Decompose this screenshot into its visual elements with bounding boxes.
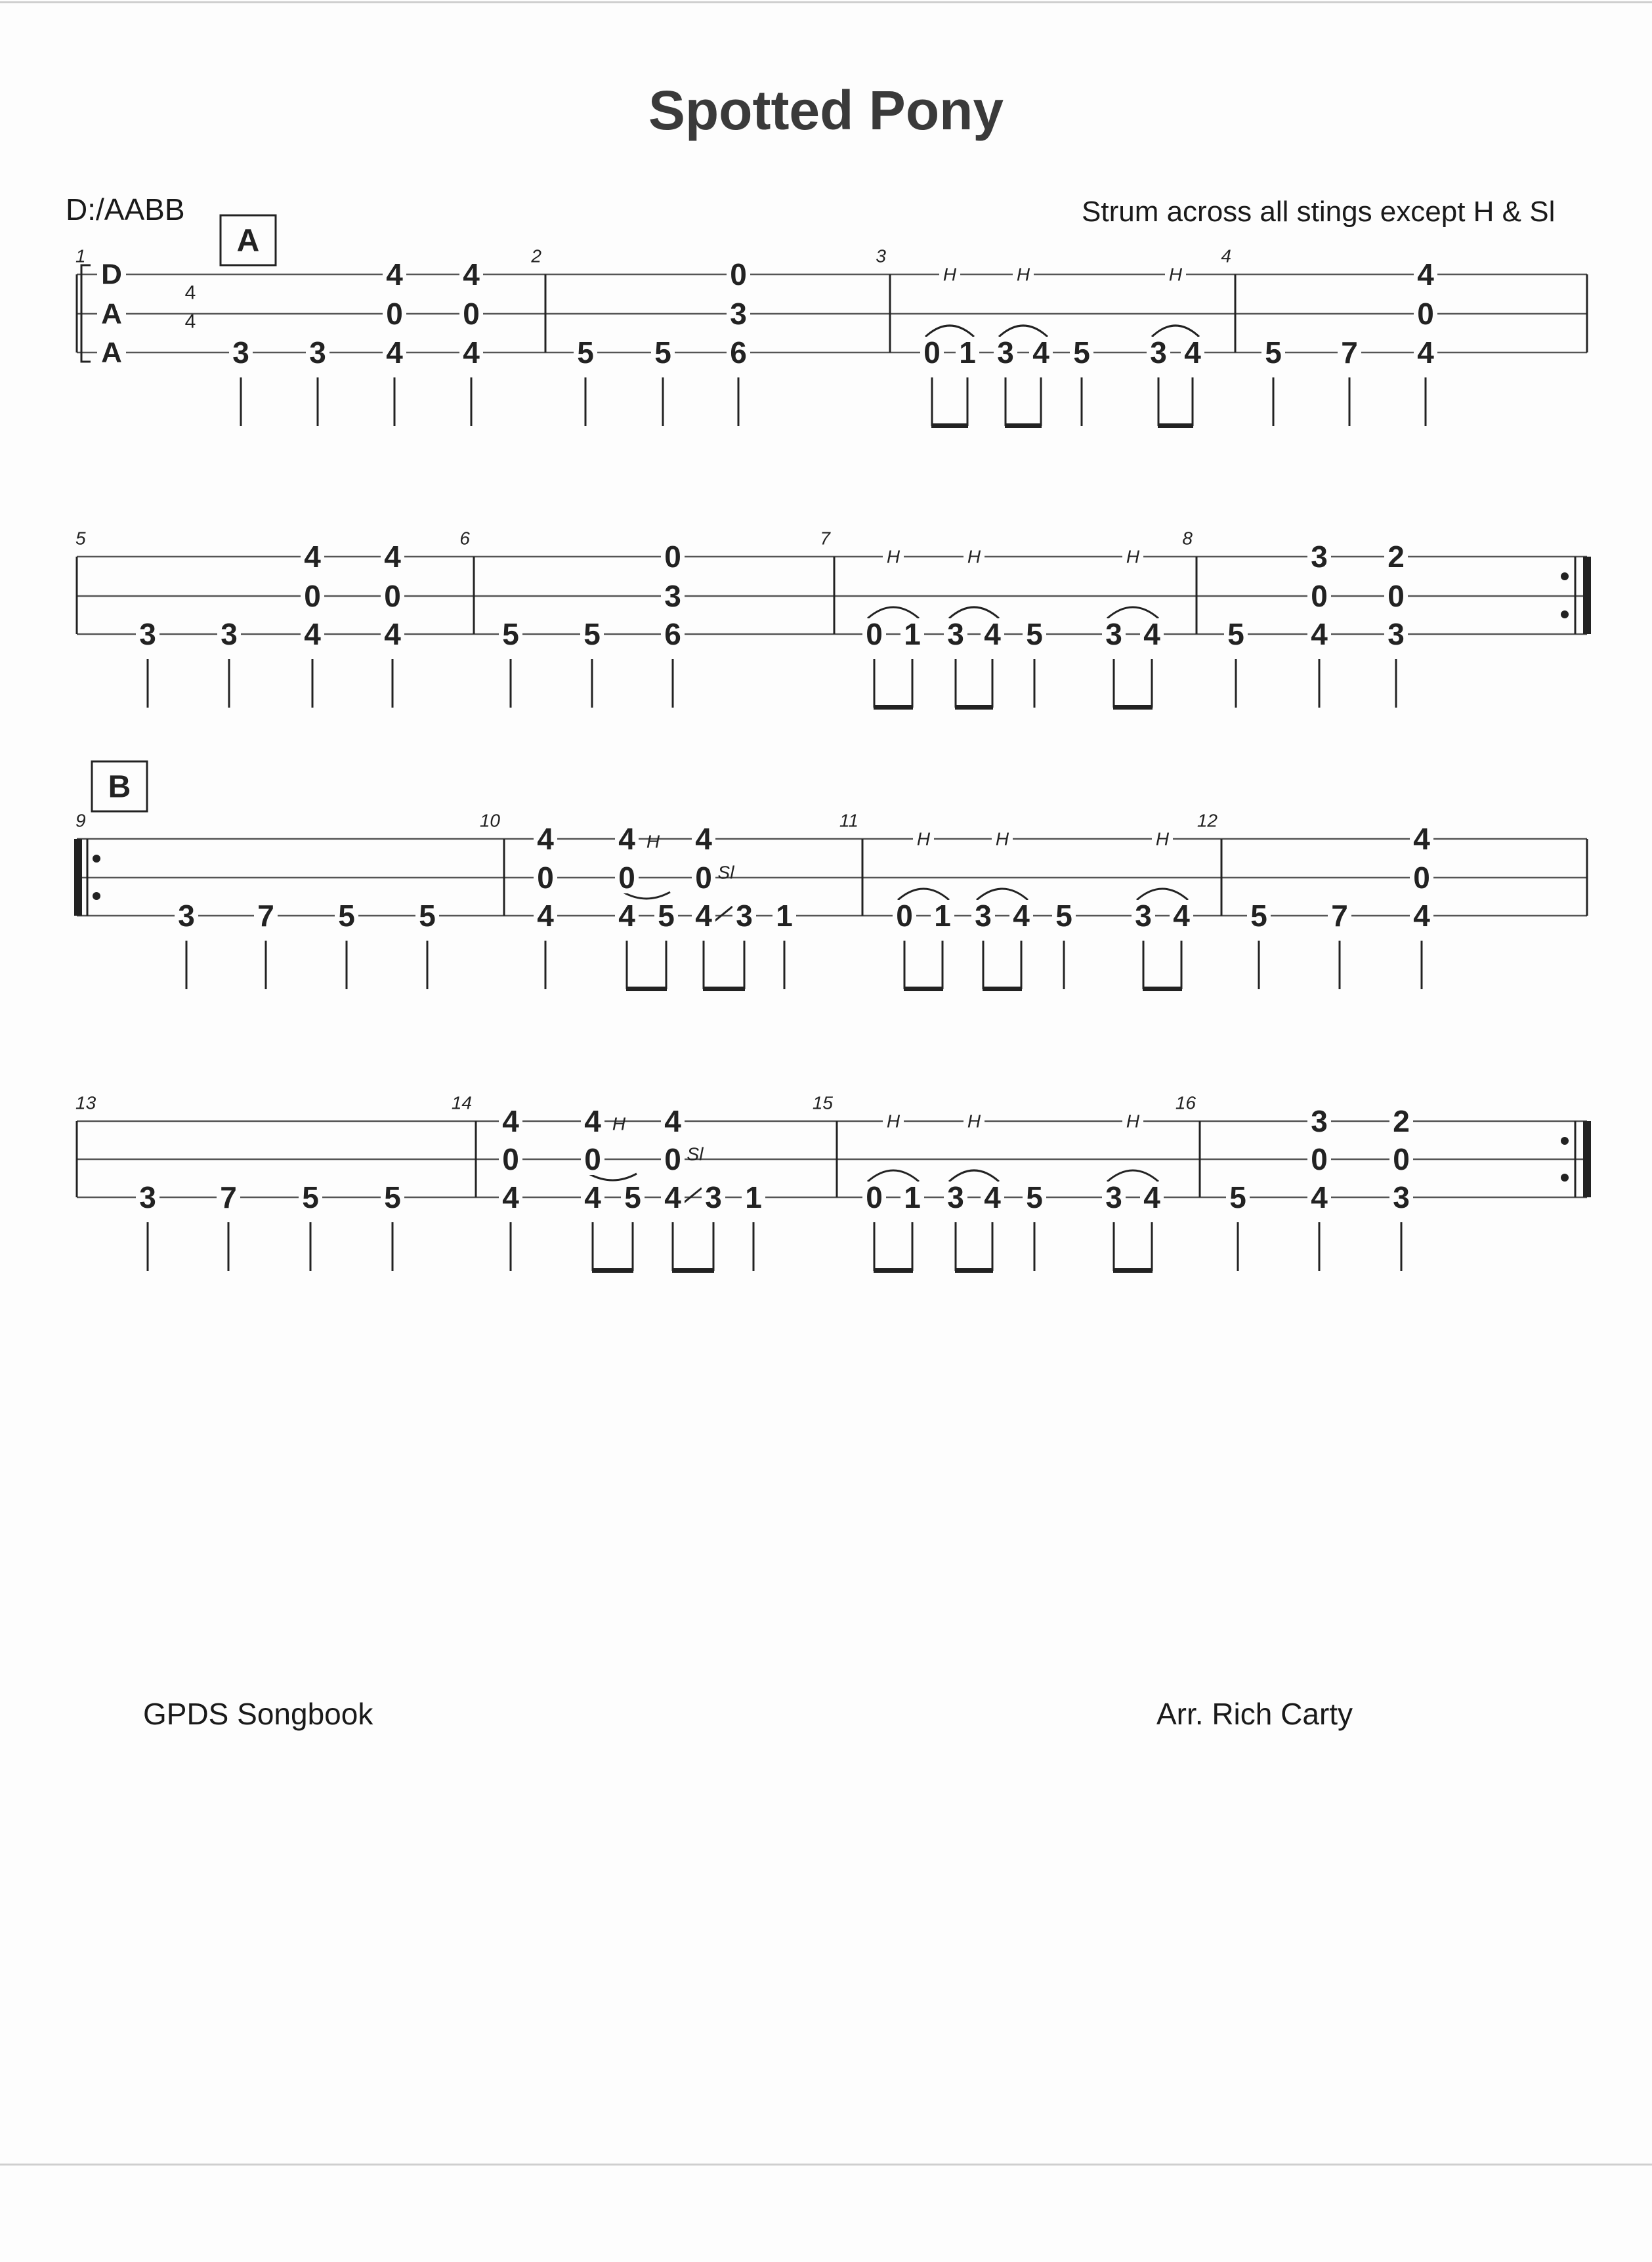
fret-note: 1 — [745, 1180, 762, 1214]
fret-note: 5 — [302, 1180, 319, 1214]
fret-note: 7 — [257, 899, 274, 933]
fret-note: 4 — [664, 1104, 681, 1138]
fret-note: 3 — [1311, 1104, 1328, 1138]
repeat-dot — [1561, 572, 1569, 580]
note-beam — [1113, 705, 1153, 710]
fret-note: 0 — [1387, 579, 1405, 613]
fret-note: 0 — [1393, 1142, 1410, 1176]
hammer-on-label: H — [612, 1113, 626, 1134]
fret-note: 3 — [232, 335, 249, 370]
hammer-on-label: H — [916, 828, 931, 849]
measure-number: 8 — [1182, 528, 1193, 549]
repeat-dot — [1561, 1137, 1569, 1145]
measure-number: 10 — [479, 810, 500, 831]
note-beam — [672, 1268, 714, 1273]
fret-note: 0 — [664, 1142, 681, 1176]
fret-note: 5 — [1055, 899, 1072, 933]
fret-note: 4 — [1311, 1180, 1328, 1214]
fret-note: 3 — [139, 1180, 156, 1214]
note-beam — [874, 705, 913, 710]
fret-note: 4 — [695, 822, 712, 856]
fret-note: 0 — [923, 335, 941, 370]
note-beam — [904, 987, 943, 991]
fret-note: 1 — [776, 899, 793, 933]
note-beam — [1143, 987, 1182, 991]
note-beam — [1113, 1268, 1153, 1273]
hammer-on-label: H — [886, 1111, 900, 1132]
note-beam — [955, 1268, 993, 1273]
note-beam — [592, 1268, 633, 1273]
hammer-on-label: H — [646, 831, 660, 852]
fret-note: 4 — [1013, 899, 1030, 933]
fret-note: 4 — [1417, 335, 1434, 370]
fret-note: 0 — [502, 1142, 519, 1176]
start-repeat-bar — [74, 839, 82, 916]
fret-note: 4 — [463, 335, 480, 370]
fret-note: 4 — [1032, 335, 1049, 370]
fret-note: 5 — [1229, 1180, 1246, 1214]
measure-number: 2 — [531, 245, 541, 267]
measure-number: 15 — [812, 1092, 833, 1113]
fret-note: 0 — [386, 297, 403, 331]
measure-number: 11 — [839, 810, 858, 831]
fret-note: 4 — [1413, 899, 1430, 933]
fret-note: 5 — [654, 335, 671, 370]
fret-note: 4 — [304, 540, 321, 574]
fret-note: 0 — [304, 579, 321, 613]
hammer-on-label: H — [995, 828, 1009, 849]
fret-note: 4 — [384, 617, 401, 651]
hammer-on-label: H — [886, 546, 900, 567]
fret-note: 2 — [1387, 540, 1405, 574]
fret-note: 4 — [502, 1180, 519, 1214]
fret-note: 3 — [975, 899, 992, 933]
fret-note: 4 — [664, 1180, 681, 1214]
staff-system-3 — [74, 761, 1587, 991]
fret-note: 5 — [624, 1180, 641, 1214]
fret-note: 0 — [866, 1180, 883, 1214]
strum-instruction: Strum across all stings except H & Sl — [1082, 196, 1556, 228]
fret-note: 3 — [178, 899, 195, 933]
arranger-credit: Arr. Rich Carty — [1156, 1697, 1353, 1731]
fret-note: 5 — [1250, 899, 1267, 933]
note-beam — [983, 987, 1022, 991]
fret-note: 3 — [1135, 899, 1152, 933]
measure-number: 3 — [876, 245, 886, 267]
fret-note: 5 — [1265, 335, 1282, 370]
note-beam — [931, 423, 968, 428]
repeat-dot — [1561, 1174, 1569, 1182]
repeat-dot — [93, 892, 100, 900]
fret-note: 0 — [730, 257, 747, 291]
fret-note: 4 — [1173, 899, 1190, 933]
hammer-on-label: H — [967, 546, 981, 567]
tuning-string-1: D — [101, 258, 122, 291]
fret-note: 4 — [584, 1104, 601, 1138]
hammer-on-label: H — [942, 264, 957, 285]
hammer-on-label: H — [967, 1111, 981, 1132]
fret-note: 7 — [1331, 899, 1348, 933]
hammer-on-label: H — [1155, 828, 1170, 849]
measure-number: 16 — [1175, 1092, 1196, 1113]
fret-note: 3 — [1105, 617, 1122, 651]
measure-number: 13 — [75, 1092, 96, 1113]
fret-note: 0 — [896, 899, 913, 933]
note-beam — [626, 987, 667, 991]
slide-label: Sl — [717, 862, 734, 883]
time-signature-bottom: 4 — [184, 310, 196, 333]
fret-note: 1 — [904, 617, 921, 651]
tuning-string-2: A — [101, 297, 122, 330]
measure-number: 9 — [75, 810, 86, 831]
fret-note: 3 — [947, 1180, 964, 1214]
fret-note: 5 — [1026, 1180, 1043, 1214]
fret-note: 7 — [220, 1180, 237, 1214]
fret-note: 4 — [537, 899, 554, 933]
fret-note: 6 — [730, 335, 747, 370]
fret-note: 4 — [386, 257, 403, 291]
fret-note: 4 — [384, 540, 401, 574]
fret-note: 3 — [1311, 540, 1328, 574]
fret-note: 4 — [1413, 822, 1430, 856]
fret-note: 3 — [1150, 335, 1167, 370]
fret-note: 3 — [705, 1180, 722, 1214]
fret-note: 5 — [338, 899, 355, 933]
section-label: A — [236, 223, 260, 259]
fret-note: 0 — [1417, 297, 1434, 331]
fret-note: 4 — [502, 1104, 519, 1138]
fret-note: 5 — [1227, 617, 1244, 651]
note-beam — [703, 987, 745, 991]
note-beam — [1158, 423, 1193, 428]
section-label: B — [108, 769, 131, 805]
fret-note: 3 — [221, 617, 238, 651]
fret-note: 4 — [1417, 257, 1434, 291]
fret-note: 0 — [618, 861, 635, 895]
measure-number: 7 — [820, 528, 830, 549]
fret-note: 0 — [384, 579, 401, 613]
fret-note: 4 — [984, 617, 1001, 651]
fret-note: 5 — [1026, 617, 1043, 651]
fret-note: 3 — [1387, 617, 1405, 651]
fret-note: 0 — [866, 617, 883, 651]
fret-note: 3 — [736, 899, 753, 933]
fret-note: 5 — [384, 1180, 401, 1214]
fret-note: 2 — [1393, 1104, 1410, 1138]
fret-note: 5 — [419, 899, 436, 933]
fret-note: 4 — [463, 257, 480, 291]
fret-note: 1 — [904, 1180, 921, 1214]
fret-note: 4 — [618, 899, 635, 933]
key-form-label: D:/AABB — [66, 192, 185, 226]
fret-note: 3 — [309, 335, 326, 370]
fret-note: 5 — [502, 617, 519, 651]
fret-note: 0 — [537, 861, 554, 895]
fret-note: 4 — [1184, 335, 1201, 370]
fret-note: 4 — [386, 335, 403, 370]
fret-note: 0 — [1413, 861, 1430, 895]
song-title: Spotted Pony — [648, 79, 1004, 141]
measure-number: 4 — [1221, 245, 1231, 267]
fret-note: 4 — [537, 822, 554, 856]
fret-note: 4 — [695, 899, 712, 933]
end-repeat-bar — [1583, 1121, 1591, 1197]
repeat-dot — [93, 855, 100, 863]
slide-label: Sl — [687, 1143, 704, 1164]
fret-note: 5 — [658, 899, 675, 933]
fret-note: 5 — [583, 617, 601, 651]
fret-note: 4 — [1311, 617, 1328, 651]
repeat-dot — [1561, 610, 1569, 618]
fret-note: 5 — [577, 335, 594, 370]
fret-note: 4 — [1143, 617, 1160, 651]
fret-note: 0 — [695, 861, 712, 895]
fret-note: 3 — [139, 617, 156, 651]
note-beam — [955, 705, 993, 710]
fret-note: 1 — [934, 899, 951, 933]
fret-note: 5 — [1073, 335, 1090, 370]
fret-note: 7 — [1341, 335, 1358, 370]
measure-number: 6 — [459, 528, 470, 549]
hammer-on-label: H — [1126, 1111, 1140, 1132]
tuning-string-3: A — [101, 336, 122, 369]
note-beam — [874, 1268, 913, 1273]
measure-number: 5 — [75, 528, 86, 549]
fret-note: 3 — [1105, 1180, 1122, 1214]
fret-note: 4 — [984, 1180, 1001, 1214]
hammer-on-label: H — [1168, 264, 1183, 285]
hammer-on-label: H — [1126, 546, 1140, 567]
songbook-name: GPDS Songbook — [143, 1697, 373, 1731]
fret-note: 0 — [1311, 579, 1328, 613]
fret-note: 0 — [584, 1142, 601, 1176]
fret-note: 0 — [463, 297, 480, 331]
fret-note: 4 — [1143, 1180, 1160, 1214]
fret-note: 3 — [997, 335, 1014, 370]
fret-note: 4 — [304, 617, 321, 651]
fret-note: 3 — [1393, 1180, 1410, 1214]
fret-note: 4 — [584, 1180, 601, 1214]
note-beam — [1005, 423, 1042, 428]
fret-note: 0 — [1311, 1142, 1328, 1176]
fret-note: 4 — [618, 822, 635, 856]
staff-system-1 — [77, 215, 1587, 428]
measure-number: 1 — [75, 245, 86, 267]
fret-note: 3 — [947, 617, 964, 651]
end-repeat-bar — [1583, 557, 1591, 634]
fret-note: 0 — [664, 540, 681, 574]
time-signature-top: 4 — [184, 282, 196, 304]
fret-note: 6 — [664, 617, 681, 651]
hammer-on-label: H — [1016, 264, 1030, 285]
fret-note: 3 — [730, 297, 747, 331]
fret-note: 1 — [959, 335, 976, 370]
measure-number: 12 — [1197, 810, 1218, 831]
fret-note: 3 — [664, 579, 681, 613]
measure-number: 14 — [451, 1092, 472, 1113]
